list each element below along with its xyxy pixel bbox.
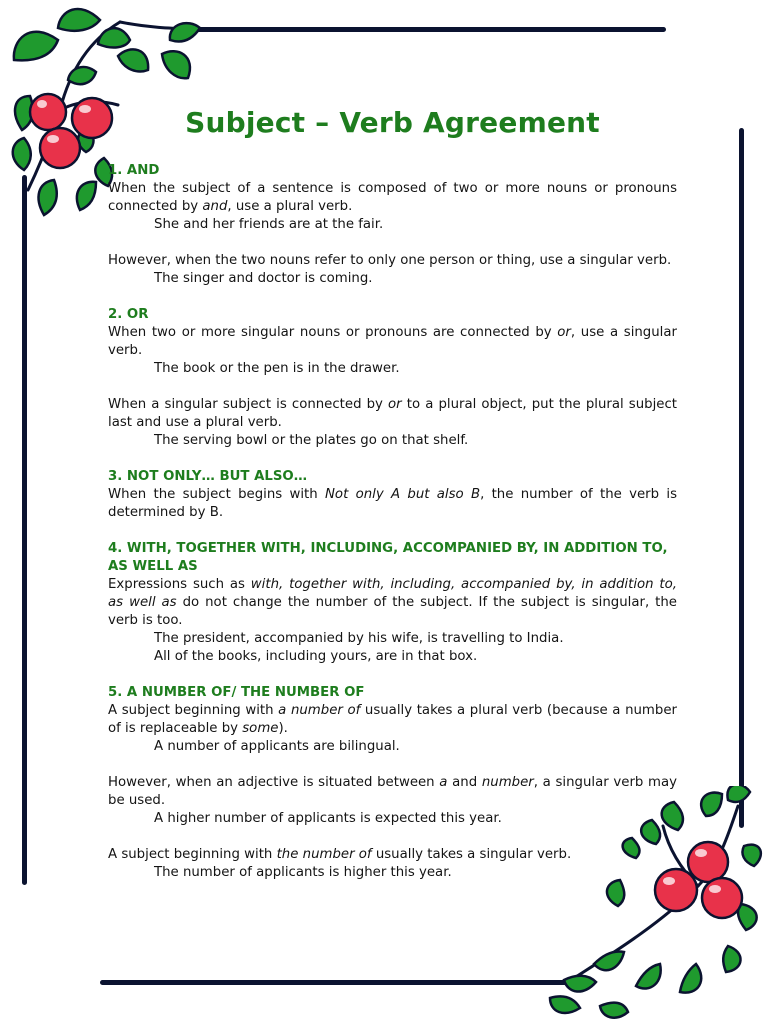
section-heading: 5. A NUMBER OF/ THE NUMBER OF	[108, 685, 365, 700]
bottom-border-line	[100, 980, 570, 985]
section-spacer	[108, 666, 677, 684]
example-sentence: The serving bowl or the plates go on that shelf.	[154, 433, 469, 448]
left-border-line	[22, 175, 27, 885]
rule-text: usually takes a plural verb (because a number of is replaceable by	[108, 703, 677, 736]
example-sentence: The number of applicants is higher this year.	[154, 865, 452, 880]
emphasized-term: Not only A but also B	[324, 487, 481, 502]
emphasized-term: and	[202, 199, 228, 214]
rule-text: When the subject begins with	[108, 487, 325, 502]
block-spacer	[108, 828, 677, 846]
page-title: Subject – Verb Agreement	[185, 106, 600, 139]
rule-text: , the number of the verb is determined by B.	[108, 487, 677, 520]
rule-text: usually takes a singular verb.	[371, 847, 572, 862]
emphasized-term: a	[439, 775, 448, 790]
section-heading: 1. AND	[108, 163, 160, 178]
top-border-line	[190, 27, 666, 32]
rule-text: , use a plural verb.	[227, 199, 353, 214]
example-sentence: The president, accompanied by his wife, is travelling to India.	[154, 631, 564, 646]
emphasized-term: with, together with, including, accompanied by, in addition to, as well as	[108, 577, 677, 610]
rule-text: A subject beginning with	[108, 703, 279, 718]
rule-paragraph	[108, 774, 677, 810]
rule-text: However, when the two nouns refer to only one person or thing, use a singular verb.	[108, 253, 672, 268]
section-spacer	[108, 522, 677, 540]
rule-text: do not change the number of the subject. If the subject is singular, the verb is too.	[108, 595, 677, 628]
section-heading: 2. OR	[108, 307, 149, 322]
example-sentence: A higher number of applicants is expected this year.	[154, 811, 502, 826]
rule-text: , a singular verb may be used.	[108, 775, 678, 808]
rule-paragraph	[108, 252, 677, 270]
example-sentence: The singer and doctor is coming.	[154, 271, 373, 286]
section-spacer	[108, 450, 677, 468]
rule-paragraph	[108, 576, 677, 630]
rule-text: When a singular subject is connected by	[108, 397, 389, 412]
emphasized-term: or	[388, 397, 402, 412]
rule-text: A subject beginning with	[108, 847, 277, 862]
rule-text: Expressions such as	[108, 577, 251, 592]
rule-text: When two or more singular nouns or pronouns are connected by	[108, 325, 558, 340]
rule-paragraph	[108, 396, 677, 432]
right-border-line	[739, 128, 744, 828]
rule-text: to a plural object, put the plural subject last and use a plural verb.	[108, 397, 677, 430]
block-spacer	[108, 756, 677, 774]
section-heading: 3. NOT ONLY… BUT ALSO…	[108, 469, 308, 484]
section-heading: 4. WITH, TOGETHER WITH, INCLUDING, ACCOMPANIED BY, IN ADDITION TO, AS WELL AS	[108, 541, 668, 574]
emphasized-term: some	[242, 721, 279, 736]
emphasized-term: a number of	[278, 703, 361, 718]
rule-paragraph	[108, 846, 677, 864]
rule-paragraph	[108, 702, 677, 738]
section-spacer	[108, 288, 677, 306]
rule-paragraph	[108, 180, 677, 216]
example-sentence: All of the books, including yours, are in that box.	[154, 649, 478, 664]
example-sentence: She and her friends are at the fair.	[154, 217, 384, 232]
rule-text: However, when an adjective is situated between	[108, 775, 440, 790]
emphasized-term: or	[557, 325, 571, 340]
rule-text: and	[447, 775, 482, 790]
emphasized-term: the number of	[276, 847, 372, 862]
example-sentence: A number of applicants are bilingual.	[154, 739, 400, 754]
rule-text: When the subject of a sentence is composed of two or more nouns or pronouns connected by	[108, 181, 677, 214]
document-body	[108, 162, 677, 882]
rule-paragraph	[108, 324, 677, 360]
example-sentence: The book or the pen is in the drawer.	[154, 361, 400, 376]
rule-paragraph	[108, 486, 677, 522]
block-spacer	[108, 378, 677, 396]
rule-text: , use a singular verb.	[108, 325, 677, 358]
rule-text: ).	[278, 721, 288, 736]
emphasized-term: number	[481, 775, 534, 790]
block-spacer	[108, 234, 677, 252]
